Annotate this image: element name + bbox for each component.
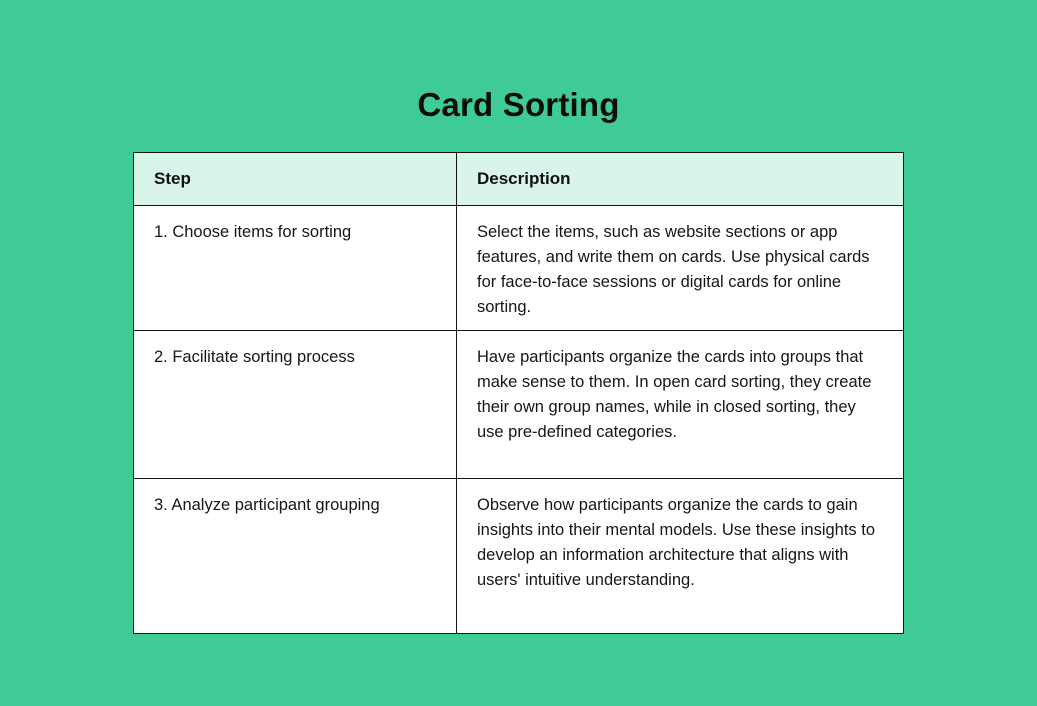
table-row	[134, 331, 904, 479]
table-row	[134, 206, 904, 331]
step-cell: 1. Choose items for sorting	[134, 206, 457, 331]
steps-table	[133, 152, 904, 634]
table-header-row	[134, 153, 904, 206]
column-header-step: Step	[134, 153, 457, 206]
description-cell: Select the items, such as website sections or app features, and write them on cards. Use physical cards for face-to-face sessions or digital cards for online sorting.	[457, 206, 904, 331]
column-header-description: Description	[457, 153, 904, 206]
description-cell: Observe how participants organize the cards to gain insights into their mental models. Use these insights to develop an information architecture that aligns with users' intuitive understanding.	[457, 479, 904, 634]
step-cell: 2. Facilitate sorting process	[134, 331, 457, 479]
page-title: Card Sorting	[417, 86, 620, 124]
description-cell: Have participants organize the cards into groups that make sense to them. In open card sorting, they create their own group names, while in closed sorting, they use pre-defined categories.	[457, 331, 904, 479]
table-row	[134, 479, 904, 634]
step-cell: 3. Analyze participant grouping	[134, 479, 457, 634]
